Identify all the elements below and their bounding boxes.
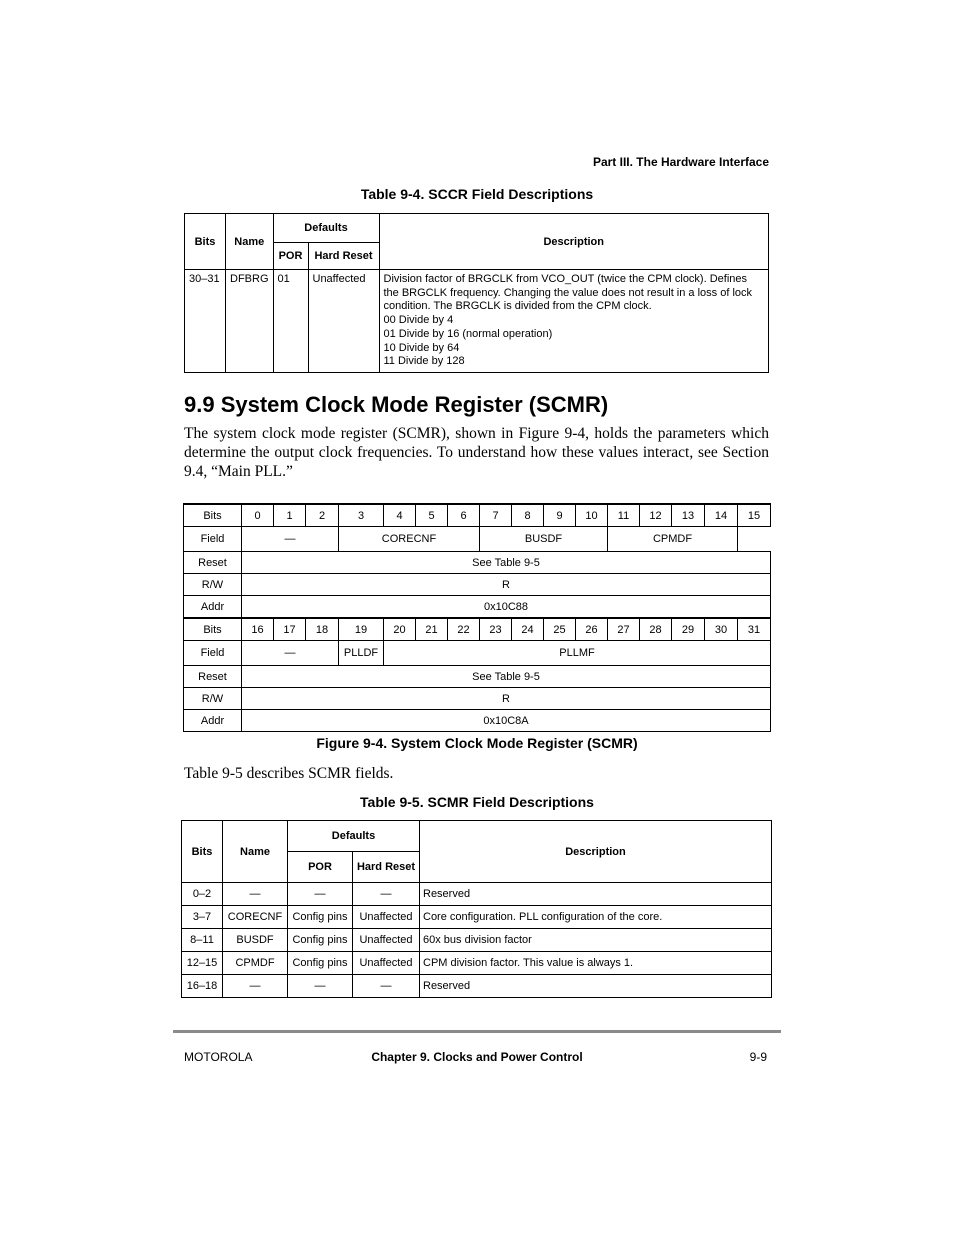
sccr-field-table <box>184 213 769 373</box>
cell-description: CPM division factor. This value is always 1. <box>420 952 772 975</box>
table-row <box>182 975 772 998</box>
row-label-rw: R/W <box>184 688 242 710</box>
register-bits-row-upper <box>184 504 771 527</box>
bit-number: 24 <box>512 618 544 641</box>
table-9-5-caption: Table 9-5. SCMR Field Descriptions <box>360 794 594 810</box>
row-label-reset: Reset <box>184 552 242 574</box>
table-row <box>182 906 772 929</box>
row-label-reset: Reset <box>184 666 242 688</box>
bit-number: 6 <box>448 504 480 527</box>
description-line: condition. The BRGCLK is divided from the CPM clock. <box>383 300 652 313</box>
register-reset-row-lower <box>184 666 771 688</box>
col-header-name: Name <box>226 214 274 270</box>
bit-number: 17 <box>274 618 306 641</box>
scmr-register-diagram <box>183 503 771 732</box>
cell-por: Config pins <box>288 906 353 929</box>
row-label-bits: Bits <box>184 618 242 641</box>
field-plldf: PLLDF <box>339 641 384 666</box>
bit-number: 23 <box>480 618 512 641</box>
col-header-hard-reset: Hard Reset <box>308 243 379 270</box>
col-header-hard-reset: Hard Reset <box>353 852 420 883</box>
table-row <box>182 952 772 975</box>
bit-number: 8 <box>512 504 544 527</box>
bit-number: 4 <box>384 504 416 527</box>
rw-value: R <box>242 688 771 710</box>
running-header: Part III. The Hardware Interface <box>592 155 769 169</box>
addr-value: 0x10C8A <box>242 710 771 732</box>
col-header-por: POR <box>288 852 353 883</box>
bit-number: 13 <box>672 504 705 527</box>
footer-page-number: 9-9 <box>749 1050 767 1064</box>
description-line: 10 Divide by 64 <box>383 341 460 354</box>
bit-number: 16 <box>242 618 274 641</box>
cell-name: CORECNF <box>223 906 288 929</box>
row-label-bits: Bits <box>184 504 242 527</box>
table-row <box>182 929 772 952</box>
field-busdf: BUSDF <box>480 527 608 552</box>
cell-bits: 12–15 <box>182 952 223 975</box>
bit-number: 27 <box>608 618 640 641</box>
col-header-defaults: Defaults <box>288 821 420 852</box>
register-rw-row-lower <box>184 688 771 710</box>
col-header-description: Description <box>379 214 769 270</box>
field-reserved: — <box>242 641 339 666</box>
col-header-bits: Bits <box>185 214 226 270</box>
cell-por: — <box>288 975 353 998</box>
cell-por: — <box>288 883 353 906</box>
cell-name: — <box>223 883 288 906</box>
row-label-addr: Addr <box>184 710 242 732</box>
bit-number: 2 <box>306 504 339 527</box>
description-line: the BRGCLK frequency. Changing the value does not result in a loss of lock <box>383 286 753 299</box>
bit-number: 9 <box>544 504 576 527</box>
register-field-row-lower <box>184 641 771 666</box>
cell-description <box>379 270 769 373</box>
cell-description: 60x bus division factor <box>420 929 772 952</box>
row-label-field: Field <box>184 527 242 552</box>
table-row <box>182 883 772 906</box>
register-addr-row-upper <box>184 596 771 619</box>
bit-number: 1 <box>274 504 306 527</box>
bit-number: 11 <box>608 504 640 527</box>
cell-name: — <box>223 975 288 998</box>
row-label-field: Field <box>184 641 242 666</box>
bit-number: 18 <box>306 618 339 641</box>
bit-number: 14 <box>705 504 738 527</box>
footer-rule <box>173 1030 781 1033</box>
footer-chapter-title: Chapter 9. Clocks and Power Control <box>371 1050 583 1064</box>
bit-number: 3 <box>339 504 384 527</box>
col-header-name: Name <box>223 821 288 883</box>
intro-paragraph: The system clock mode register (SCMR), shown in Figure 9-4, holds the parameters which determine the output clock frequencies. To understand how these values interact, see Section 9.4, “Main PLL.” <box>184 425 769 480</box>
bit-number: 30 <box>705 618 738 641</box>
field-pllmf: PLLMF <box>384 641 771 666</box>
cell-hard-reset: — <box>353 975 420 998</box>
cell-por: Config pins <box>288 952 353 975</box>
cell-hard-reset: — <box>353 883 420 906</box>
rw-value: R <box>242 574 771 596</box>
bit-number: 29 <box>672 618 705 641</box>
cell-name: CPMDF <box>223 952 288 975</box>
description-line: 11 Divide by 128 <box>383 355 465 368</box>
col-header-bits: Bits <box>182 821 223 883</box>
bit-number: 19 <box>339 618 384 641</box>
table-row <box>185 270 769 373</box>
register-reset-row-upper <box>184 552 771 574</box>
footer-publisher: MOTOROLA <box>184 1050 253 1064</box>
cell-bits: 30–31 <box>185 270 226 373</box>
scmr-field-table <box>181 820 772 998</box>
field-corecnf: CORECNF <box>339 527 480 552</box>
bit-number: 31 <box>738 618 771 641</box>
cell-description: Core configuration. PLL configuration of the core. <box>420 906 772 929</box>
field-cpmdf: CPMDF <box>608 527 738 552</box>
cell-description: Reserved <box>420 975 772 998</box>
cell-hard-reset: Unaffected <box>353 906 420 929</box>
figure-9-4-caption: Figure 9-4. System Clock Mode Register (SCMR) <box>316 735 638 751</box>
row-label-addr: Addr <box>184 596 242 619</box>
register-rw-row-upper <box>184 574 771 596</box>
register-bits-row-lower <box>184 618 771 641</box>
bit-number: 15 <box>738 504 771 527</box>
description-line: 00 Divide by 4 <box>383 314 454 327</box>
cell-hard-reset: Unaffected <box>308 270 379 373</box>
bit-number: 28 <box>640 618 672 641</box>
row-label-rw: R/W <box>184 574 242 596</box>
field-reserved: — <box>242 527 339 552</box>
register-field-row-upper <box>184 527 771 552</box>
register-addr-row-lower <box>184 710 771 732</box>
bit-number: 10 <box>576 504 608 527</box>
cell-name: BUSDF <box>223 929 288 952</box>
bit-number: 7 <box>480 504 512 527</box>
bit-number: 5 <box>416 504 448 527</box>
bit-number: 25 <box>544 618 576 641</box>
col-header-defaults: Defaults <box>273 214 379 243</box>
cell-hard-reset: Unaffected <box>353 929 420 952</box>
bit-number: 0 <box>242 504 274 527</box>
cell-bits: 0–2 <box>182 883 223 906</box>
cell-description: Reserved <box>420 883 772 906</box>
description-line: 01 Divide by 16 (normal operation) <box>383 327 553 340</box>
cell-bits: 3–7 <box>182 906 223 929</box>
section-heading: 9.9 System Clock Mode Register (SCMR) <box>184 392 609 417</box>
cell-bits: 16–18 <box>182 975 223 998</box>
reference-paragraph: Table 9-5 describes SCMR fields. <box>184 765 394 782</box>
bit-number: 12 <box>640 504 672 527</box>
cell-bits: 8–11 <box>182 929 223 952</box>
col-header-por: POR <box>273 243 308 270</box>
cell-por: 01 <box>273 270 308 373</box>
col-header-description: Description <box>420 821 772 883</box>
cell-name: DFBRG <box>226 270 274 373</box>
bit-number: 20 <box>384 618 416 641</box>
cell-hard-reset: Unaffected <box>353 952 420 975</box>
addr-value: 0x10C88 <box>242 596 771 619</box>
table-9-4-caption: Table 9-4. SCCR Field Descriptions <box>360 186 594 202</box>
reset-value: See Table 9-5 <box>242 666 771 688</box>
reset-value: See Table 9-5 <box>242 552 771 574</box>
bit-number: 21 <box>416 618 448 641</box>
bit-number: 22 <box>448 618 480 641</box>
description-line: Division factor of BRGCLK from VCO_OUT (twice the CPM clock). Defines <box>383 273 748 285</box>
cell-por: Config pins <box>288 929 353 952</box>
bit-number: 26 <box>576 618 608 641</box>
